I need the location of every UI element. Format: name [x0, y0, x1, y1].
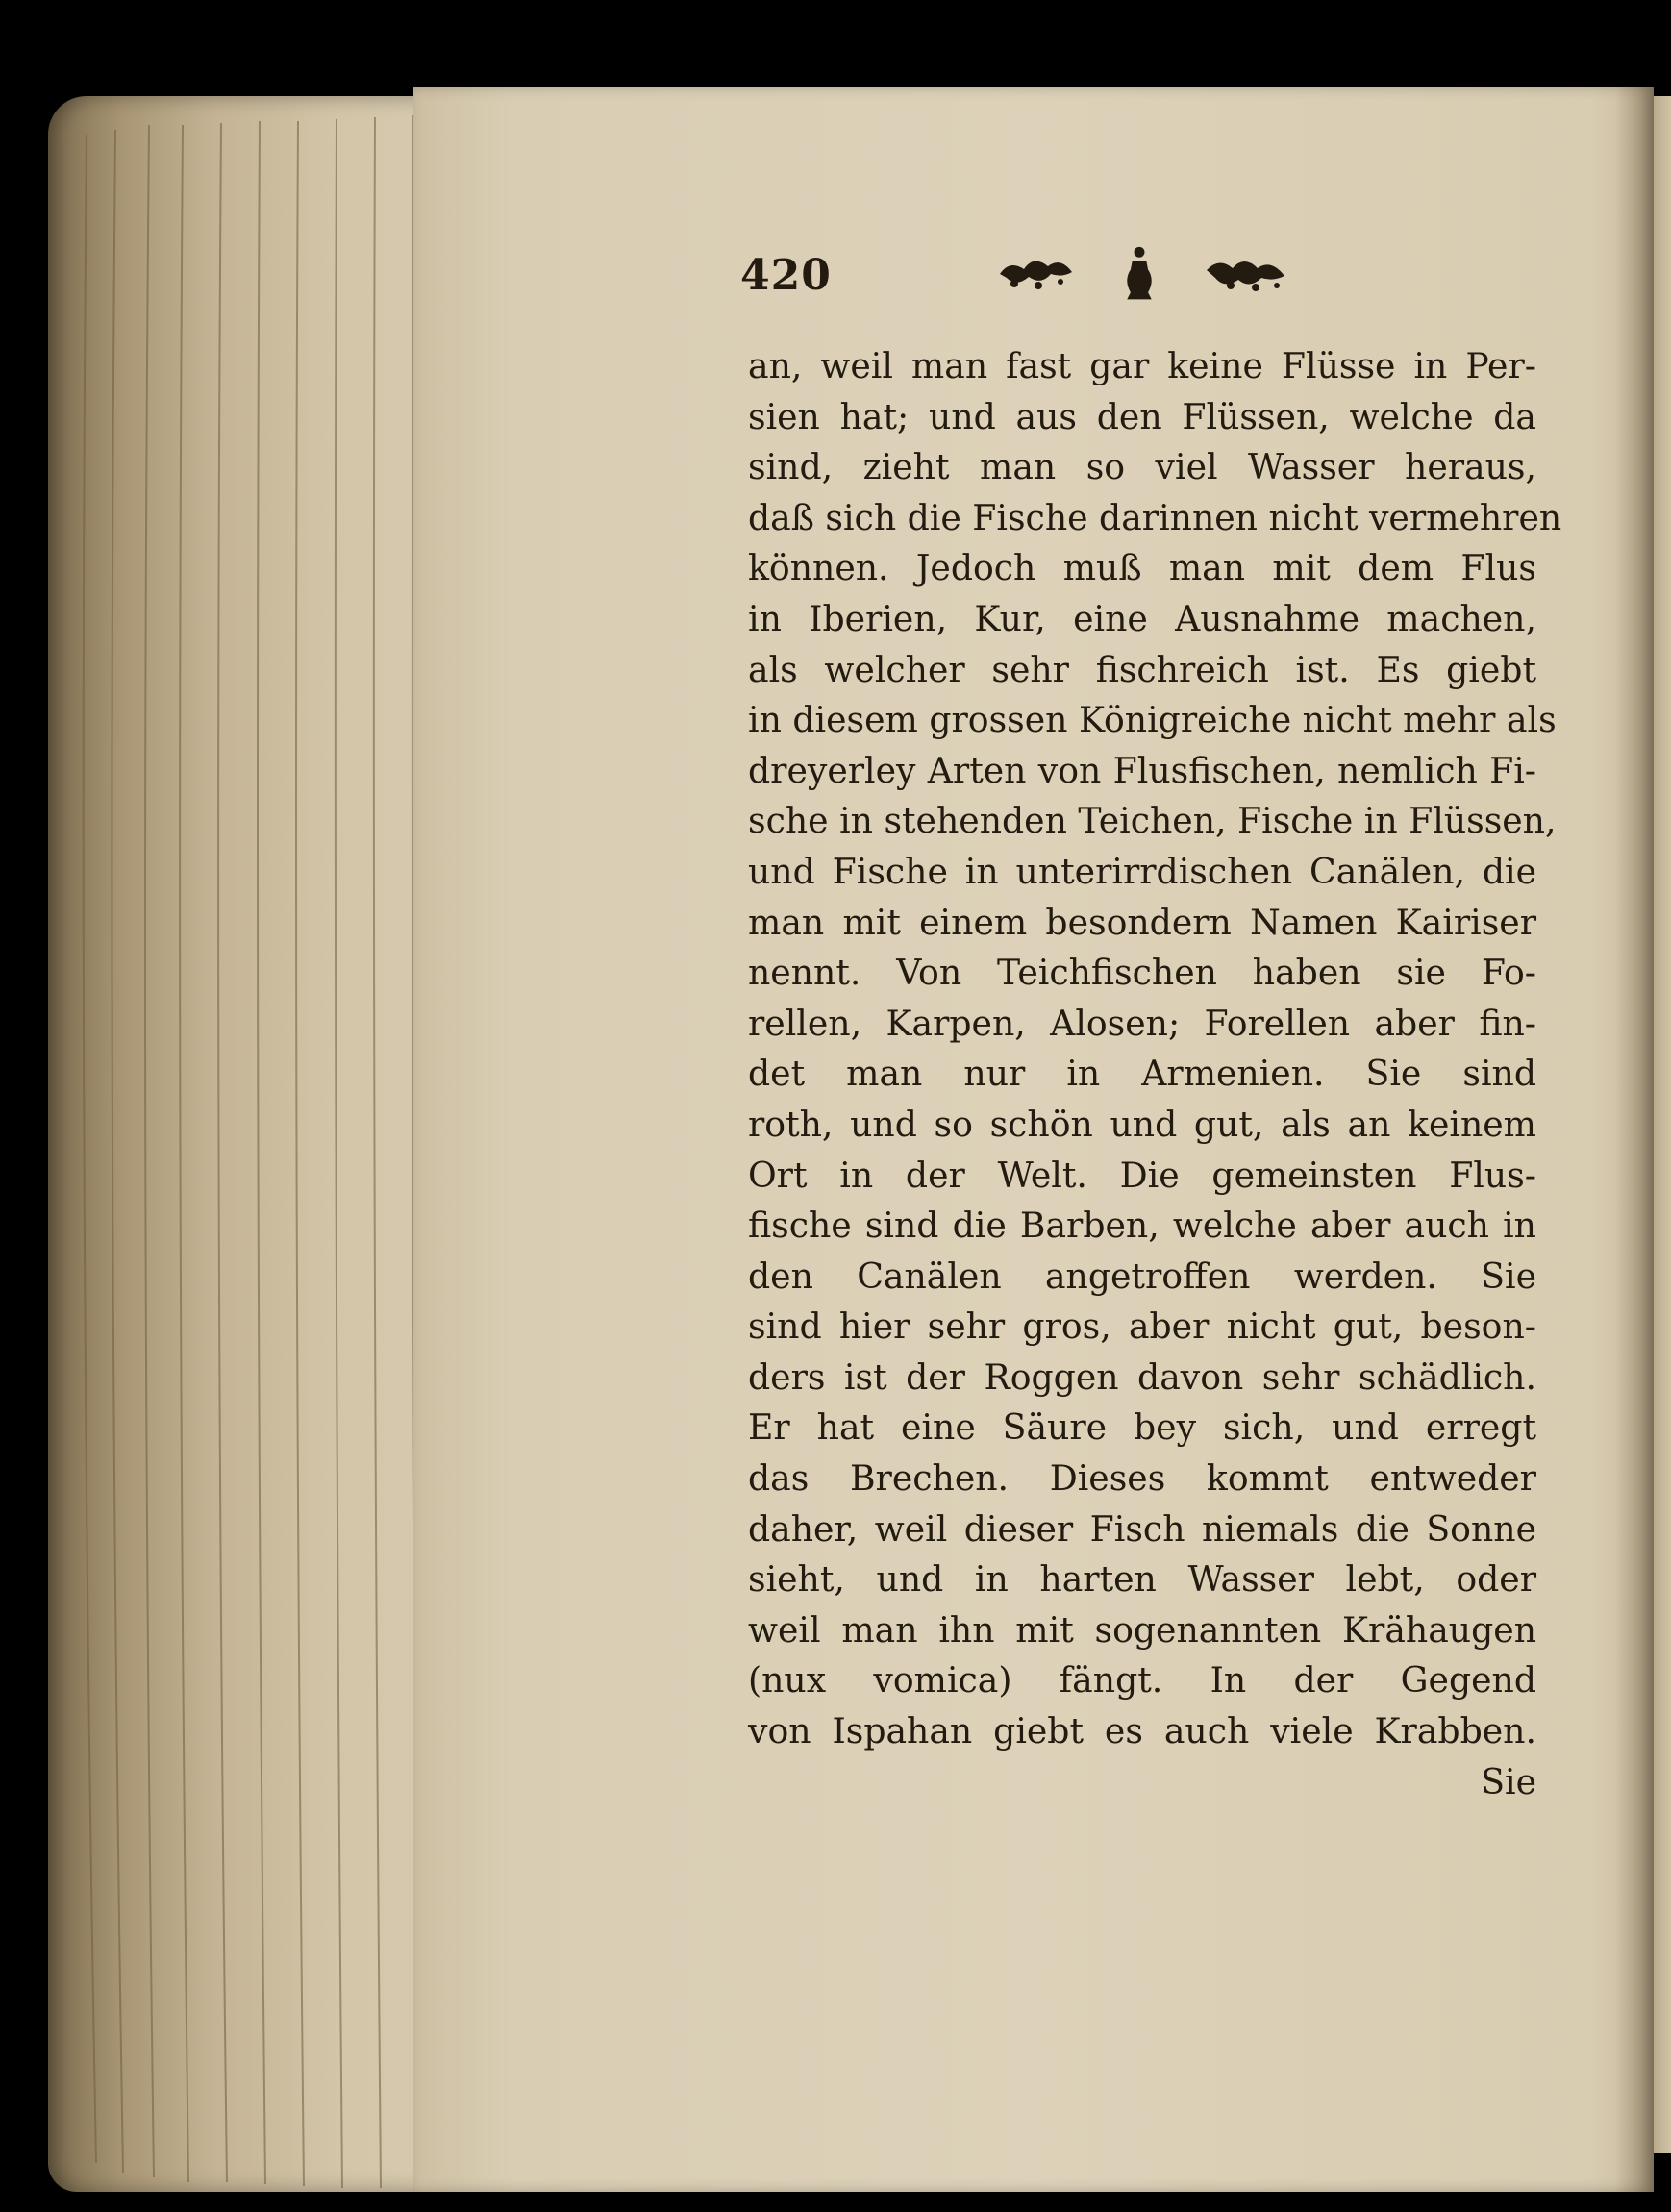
- text-line: sien hat; und aus den Flüssen, welche da: [748, 395, 1536, 437]
- text-line: in Iberien, Kur, eine Ausnahme machen,: [748, 597, 1536, 639]
- text-line: von Ispahan giebt es auch viele Krabben.: [748, 1710, 1536, 1752]
- text-line: sieht, und in harten Wasser lebt, oder: [748, 1558, 1536, 1601]
- text-line: daher, weil dieser Fisch niemals die Sonne: [748, 1507, 1536, 1550]
- text-line: an, weil man fast gar keine Flüsse in Per-: [748, 345, 1536, 386]
- text-line: das Brechen. Dieses kommt entweder: [748, 1457, 1536, 1500]
- text-line: in diesem grossen Königreiche nicht mehr als: [748, 699, 1557, 741]
- floral-ornament-left-icon: [995, 245, 1077, 303]
- page-number: 420: [740, 251, 832, 300]
- text-line: roth, und so schön und gut, als an keinem: [748, 1103, 1536, 1145]
- text-line: weil man ihn mit sogenannten Krähaugen: [748, 1608, 1536, 1651]
- text-line: den Canälen angetroffen werden. Sie: [748, 1255, 1536, 1297]
- text-line: man mit einem besondern Namen Kairiser: [748, 901, 1536, 943]
- text-line: daß sich die Fische darinnen nicht vermehren: [748, 496, 1562, 538]
- text-line: ders ist der Roggen davon sehr schädlich.: [748, 1355, 1536, 1398]
- page-header: [740, 245, 1298, 312]
- text-line: (nux vomica) fängt. In der Gegend: [748, 1659, 1536, 1702]
- gutter-shadow: [1615, 87, 1654, 2192]
- text-line: und Fische in unterirrdischen Canälen, die: [748, 850, 1536, 892]
- text-line: det man nur in Armenien. Sie sind: [748, 1053, 1536, 1095]
- text-line: sind, zieht man so viel Wasser heraus,: [748, 446, 1536, 488]
- text-line: als welcher sehr fischreich ist. Es giebt: [748, 648, 1536, 690]
- text-line: fische sind die Barben, welche aber auch in: [748, 1205, 1536, 1247]
- page-edges-texture: [48, 96, 461, 2192]
- page-text: [748, 341, 1562, 1807]
- vase-ornament-icon: [1120, 245, 1159, 303]
- floral-ornament-right-icon: [1202, 245, 1288, 303]
- facing-page-edge: [1654, 96, 1671, 2153]
- text-line: können. Jedoch muß man mit dem Flus: [748, 547, 1536, 589]
- page-edge-stack: [48, 96, 461, 2192]
- text-line: sche in stehenden Teichen, Fische in Flüssen,: [748, 800, 1557, 842]
- catchword: Sie: [1481, 1760, 1536, 1802]
- text-line: Er hat eine Säure bey sich, und erregt: [748, 1406, 1536, 1449]
- text-line: sind hier sehr gros, aber nicht gut, beson-: [748, 1305, 1536, 1348]
- text-line: rellen, Karpen, Alosen; Forellen aber fin-: [748, 1002, 1536, 1044]
- text-line: Ort in der Welt. Die gemeinsten Flus-: [748, 1154, 1536, 1196]
- text-line: nennt. Von Teichfischen haben sie Fo-: [748, 952, 1536, 994]
- text-line: dreyerley Arten von Flusfischen, nemlich Fi-: [748, 749, 1536, 791]
